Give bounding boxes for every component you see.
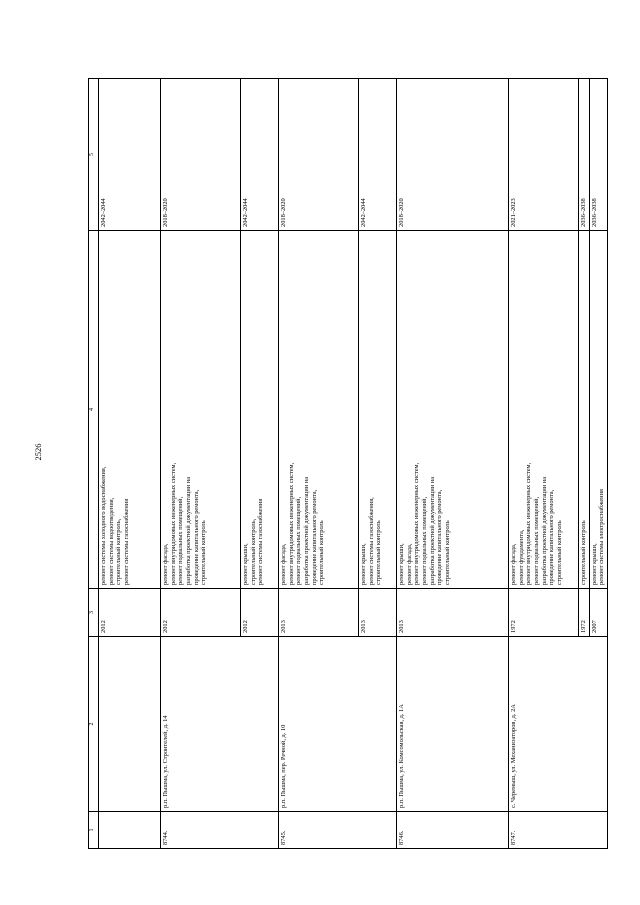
work-item: строительный контроль — [580, 520, 587, 585]
period-cell: 2036–2038 — [579, 79, 590, 231]
year-cell: 1972 — [509, 589, 579, 637]
work-item: разработка проектной документации на — [428, 476, 436, 585]
work-item: разработка проектной документации на — [303, 476, 311, 585]
table-row — [99, 79, 161, 849]
row-number: 8745. — [279, 812, 397, 849]
works-cell — [359, 231, 397, 589]
header-cell-2: 2 — [89, 637, 99, 812]
row-number: 8747. — [509, 812, 608, 849]
header-cell-1: 1 — [89, 812, 99, 849]
work-item: проведение капитального ремонта, — [310, 489, 318, 585]
address-cell: с. Черемыш, ул. Механизаторов, д. 2А — [509, 637, 608, 812]
table-row — [161, 79, 241, 849]
work-item: ремонт крыши, — [360, 543, 367, 585]
work-item: ремонт фасада, — [405, 543, 413, 585]
table-row — [279, 79, 359, 849]
work-item: проведение капитального ремонта, — [548, 489, 556, 585]
year-cell: 2013 — [279, 589, 359, 637]
address-cell — [99, 637, 161, 812]
work-item: строительный контроль — [375, 520, 383, 585]
work-item: ремонт подвальных помещений, — [421, 496, 429, 585]
work-item: ремонт подвальных помещений, — [177, 496, 185, 585]
work-item: ремонт системы водоотведения, — [107, 497, 115, 585]
row-number: 8744. — [161, 812, 279, 849]
work-item: строительный контроль — [444, 520, 452, 585]
period-cell: 2018–2020 — [279, 79, 359, 231]
work-item: ремонт фундамента, — [517, 529, 525, 585]
year-cell: 1972 — [579, 589, 590, 637]
period-cell: 2018–2020 — [161, 79, 241, 231]
work-item: строительный контроль — [200, 520, 208, 585]
period-cell: 2042–2044 — [359, 79, 397, 231]
rotated-table-container — [88, 79, 606, 849]
header-row — [89, 79, 99, 849]
year-cell: 2013 — [359, 589, 397, 637]
works-cell — [279, 231, 359, 589]
works-cell — [397, 231, 509, 589]
work-item: ремонт системы газоснабжения — [123, 498, 131, 585]
work-item: разработка проектной документации на — [185, 476, 193, 585]
row-number: 8746. — [397, 812, 509, 849]
header-cell-3: 3 — [89, 589, 99, 637]
work-item: ремонт системы газоснабжения — [257, 498, 265, 585]
period-cell: 2021–2023 — [509, 79, 579, 231]
work-item: ремонт внутридомовых инженерных систем, — [287, 462, 295, 585]
address-cell: р.п. Пышма, ул. Строителей, д. 14 — [161, 637, 279, 812]
period-cell: 2036–2038 — [589, 79, 607, 231]
table-row — [509, 79, 579, 849]
work-item: разработка проектной документации на — [540, 476, 548, 585]
work-item: ремонт подвальных помещений, — [533, 496, 541, 585]
work-item: строительный контроль — [318, 520, 326, 585]
work-item: ремонт системы газоснабжения, — [367, 497, 375, 585]
work-item: ремонт внутридомовых инженерных систем, — [169, 462, 177, 585]
table-row — [397, 79, 509, 849]
work-item: ремонт крыши, — [398, 543, 405, 585]
work-item: ремонт внутридомовых инженерных систем, — [525, 462, 533, 585]
works-cell — [589, 231, 607, 589]
year-cell: 2007 — [589, 589, 607, 637]
period-cell: 2018–2020 — [397, 79, 509, 231]
work-item: проведение капитального ремонта, — [436, 489, 444, 585]
year-cell: 2013 — [397, 589, 509, 637]
header-cell-4: 4 — [89, 231, 99, 589]
work-item: ремонт внутридомовых инженерных систем, — [413, 462, 421, 585]
work-item: ремонт системы электроснабжения — [598, 489, 606, 585]
work-item: проведение капитального ремонта, — [192, 489, 200, 585]
page-number: 2526 — [33, 443, 43, 461]
address-cell: р.п. Пышма, ул. Комсомольская, д. 1А — [397, 637, 509, 812]
works-cell — [161, 231, 241, 589]
works-cell — [509, 231, 579, 589]
header-cell-5: 5 — [89, 79, 99, 231]
period-cell: 2042–2044 — [99, 79, 161, 231]
work-item: ремонт крыши, — [590, 543, 598, 585]
address-cell: р.п. Пышма, пер. Речной, д. 10 — [279, 637, 397, 812]
work-item: строительный контроль — [556, 520, 564, 585]
period-cell: 2042–2044 — [241, 79, 279, 231]
year-cell: 2012 — [99, 589, 161, 637]
row-number — [99, 812, 161, 849]
works-cell — [241, 231, 279, 589]
repair-schedule-table — [88, 78, 608, 849]
work-item: строительный контроль, — [249, 518, 257, 585]
work-item: ремонт крыши, — [242, 543, 249, 585]
work-item: ремонт подвальных помещений, — [295, 496, 303, 585]
work-item: ремонт фасада, — [280, 543, 287, 585]
work-item: ремонт фасада, — [162, 543, 169, 585]
works-cell — [579, 231, 590, 589]
year-cell: 2012 — [241, 589, 279, 637]
work-item: строительный контроль, — [115, 518, 123, 585]
works-cell — [99, 231, 161, 589]
work-item: ремонт системы холодного водоснабжения, — [100, 466, 107, 585]
year-cell: 2012 — [161, 589, 241, 637]
work-item: ремонт фасада, — [510, 543, 517, 585]
